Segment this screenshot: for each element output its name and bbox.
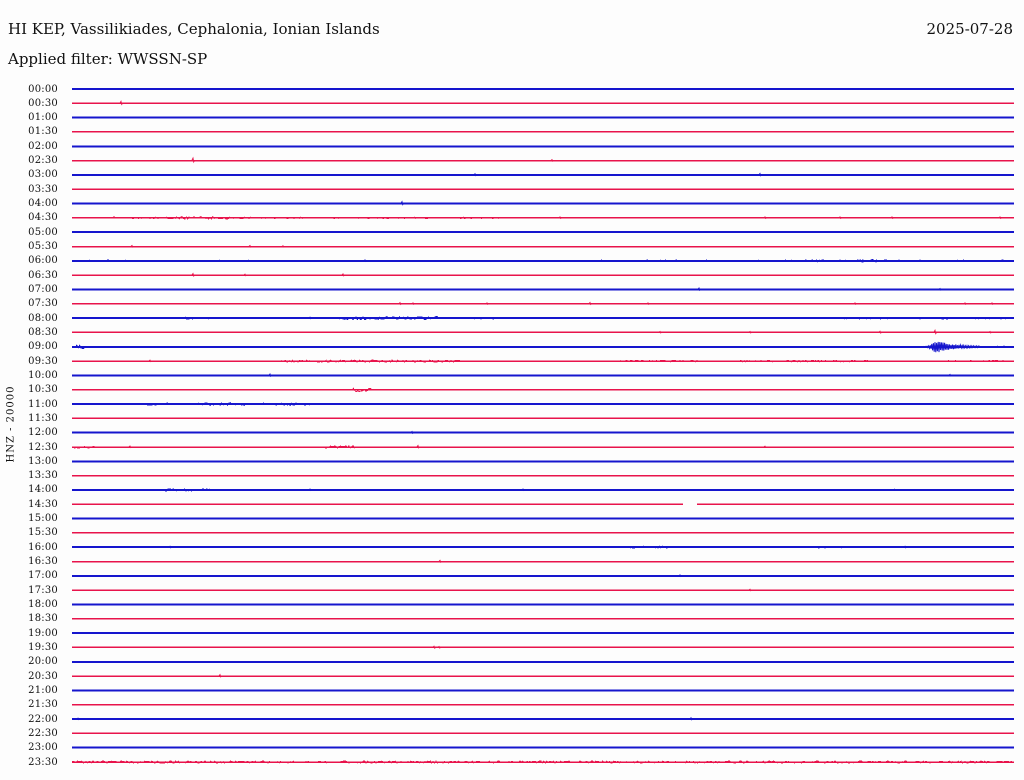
time-label: 18:30 — [28, 613, 58, 625]
time-label: 02:30 — [28, 155, 58, 167]
time-label: 11:00 — [28, 398, 58, 410]
record-date: 2025-07-28 — [926, 20, 1013, 38]
time-label: 22:00 — [28, 713, 58, 725]
time-label: 22:30 — [28, 727, 58, 739]
time-label: 23:00 — [28, 742, 58, 754]
time-label: 06:30 — [28, 269, 58, 281]
time-label: 05:00 — [28, 226, 58, 238]
time-label: 05:30 — [28, 241, 58, 253]
time-label: 15:00 — [28, 513, 58, 525]
time-label: 07:30 — [28, 298, 58, 310]
station-title: HI KEP, Vassilikiades, Cephalonia, Ionian Islands — [8, 20, 380, 38]
time-label: 16:00 — [28, 541, 58, 553]
time-label: 13:30 — [28, 470, 58, 482]
time-label: 00:00 — [28, 83, 58, 95]
time-label: 19:30 — [28, 641, 58, 653]
time-label: 00:30 — [28, 97, 58, 109]
time-label: 01:00 — [28, 112, 58, 124]
time-label: 04:00 — [28, 198, 58, 210]
time-label: 13:00 — [28, 455, 58, 467]
time-label: 09:30 — [28, 355, 58, 367]
time-label: 07:00 — [28, 283, 58, 295]
time-label: 14:00 — [28, 484, 58, 496]
time-label: 17:30 — [28, 584, 58, 596]
applied-filter-label: Applied filter: WWSSN-SP — [8, 50, 208, 68]
time-label: 12:30 — [28, 441, 58, 453]
time-label: 08:00 — [28, 312, 58, 324]
time-label: 10:30 — [28, 384, 58, 396]
time-label: 21:30 — [28, 699, 58, 711]
time-label: 01:30 — [28, 126, 58, 138]
time-label: 17:00 — [28, 570, 58, 582]
time-label: 20:00 — [28, 656, 58, 668]
time-label: 08:30 — [28, 326, 58, 338]
time-label: 18:00 — [28, 599, 58, 611]
time-label: 04:30 — [28, 212, 58, 224]
time-label: 20:30 — [28, 670, 58, 682]
time-label: 16:30 — [28, 556, 58, 568]
time-label: 11:30 — [28, 412, 58, 424]
time-label: 06:00 — [28, 255, 58, 267]
time-label: 19:00 — [28, 627, 58, 639]
channel-scale-label: HNZ - 20000 — [5, 385, 17, 463]
time-label: 12:00 — [28, 427, 58, 439]
time-label: 03:00 — [28, 169, 58, 181]
time-label: 23:30 — [28, 756, 58, 768]
time-label: 09:00 — [28, 341, 58, 353]
time-label: 03:30 — [28, 183, 58, 195]
time-label: 15:30 — [28, 527, 58, 539]
time-label: 10:00 — [28, 369, 58, 381]
time-label: 02:00 — [28, 140, 58, 152]
time-label: 14:30 — [28, 498, 58, 510]
time-label: 21:00 — [28, 684, 58, 696]
